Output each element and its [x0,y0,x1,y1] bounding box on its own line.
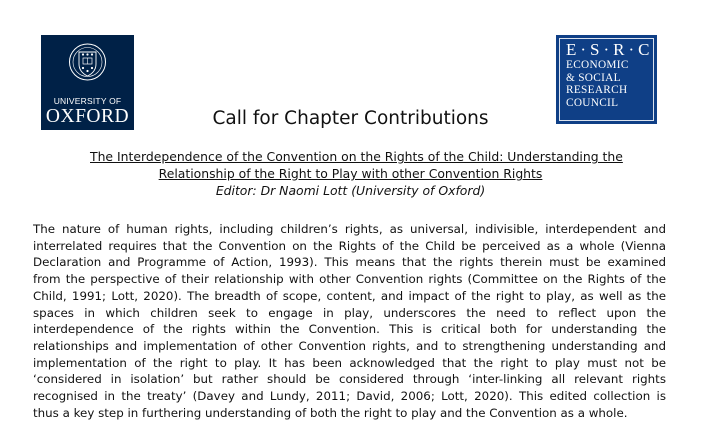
body-line: ‘considered in isolation’ but rather should be considered through ‘inter-linking all relevant rights [33,372,666,387]
editor-line: Editor: Dr Naomi Lott (University of Oxford) [215,183,486,198]
oxford-logo-university-text: UNIVERSITY OF [53,96,122,106]
body-line: interrelated requires that the Convention on the Rights of the Child be perceived as a whole (Vienna [33,238,666,253]
body-line: interdependence of the rights within the Convention. This is critical both for understanding the [33,322,666,337]
body-line: from the perspective of their relationship with other Convention rights (Committee on the Rights of the [33,272,666,287]
body-line: implementation of the right to play. It has been acknowledged that the right to play must not be [33,355,666,370]
esrc-logo-line-council: COUNCIL [566,96,619,109]
esrc-logo-line-research: RESEARCH [566,84,628,97]
book-title-block [90,148,623,199]
body-line: Declaration and Programme of Action, 1993). This means that the rights therein must be examined [33,255,666,270]
body-line: thus a key step in furthering understanding of both the right to play and the Convention as a whole. [33,405,628,420]
esrc-logo-line-economic: ECONOMIC [566,59,629,71]
esrc-logo-acronym: E·S·R·C [566,40,654,59]
book-title-line-1: The Interdependence of the Convention on the Rights of the Child: Understanding the [90,149,623,164]
body-paragraph [33,221,666,421]
body-line: spaces in which children seek to engage in play, underscores the need to reflect upon the [33,305,666,320]
oxford-logo-oxford-text: OXFORD [45,106,130,127]
esrc-logo-line-social: & SOCIAL [566,71,621,84]
body-line: relationships and implementation of other Convention rights, and to strengthening understanding and [33,338,666,353]
body-line: recognised in the treaty’ (Davey and Lundy, 2011; David, 2006; Lott, 2020). This edited collection is [33,389,666,404]
body-line: Child, 1991; Lott, 2020). The breadth of scope, content, and impact of the right to play, as well as the [33,288,666,303]
book-title-line-2: Relationship of the Right to Play with other Convention Rights [158,166,543,181]
oxford-crest-icon [68,42,107,86]
page-title: Call for Chapter Contributions [212,108,489,129]
body-line: The nature of human rights, including children’s rights, as universal, indivisible, interdependent and [33,222,666,236]
